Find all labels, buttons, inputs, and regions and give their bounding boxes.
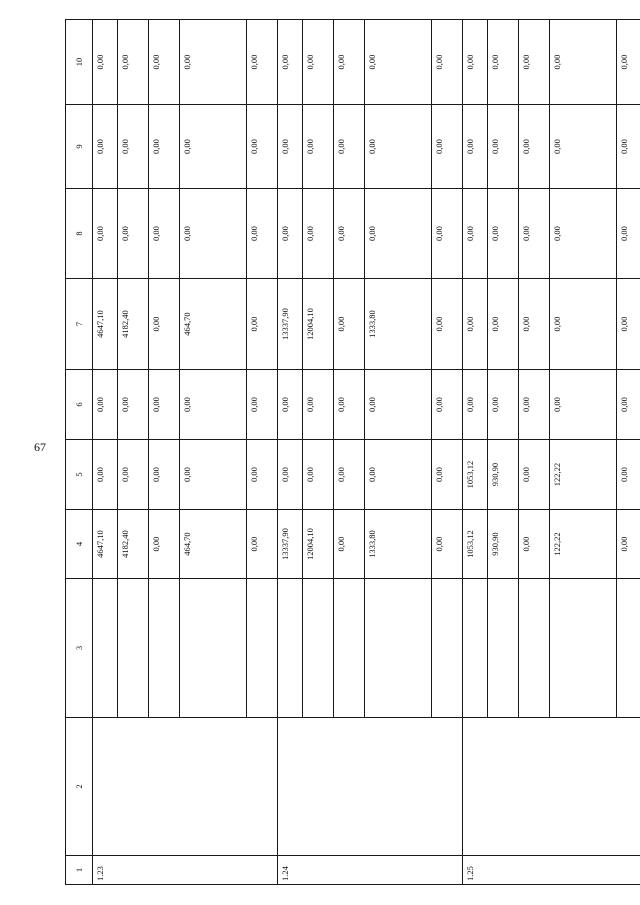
amount-cell-col-10: 0,00 [488, 20, 519, 105]
amount-cell-col-9: 0,00 [432, 105, 463, 189]
amount-cell-col-5: 0,00 [617, 440, 640, 510]
amount-cell-col-10: 0,00 [278, 20, 303, 105]
amount-cell-col-4: 4647,10 [93, 510, 118, 579]
amount-cell-col-8: 0,00 [247, 189, 278, 279]
amount-cell-col-10: 0,00 [432, 20, 463, 105]
amount-cell-col-8: 0,00 [463, 189, 488, 279]
funding-source-cell [118, 579, 149, 718]
amount-cell-col-10: 0,00 [180, 20, 247, 105]
amount-cell-col-7: 0,00 [149, 279, 180, 370]
column-number-row [66, 20, 93, 885]
column-number-5: 5 [66, 440, 93, 510]
funding-source-cell [365, 579, 432, 718]
amount-cell-col-5: 0,00 [247, 440, 278, 510]
funding-source-cell [334, 579, 365, 718]
amount-cell-col-7: 4647,10 [93, 279, 118, 370]
amount-cell-col-8: 0,00 [550, 189, 617, 279]
amount-cell-col-7: 0,00 [617, 279, 640, 370]
column-number-6: 6 [66, 370, 93, 440]
amount-cell-col-6: 0,00 [303, 370, 334, 440]
funding-source-cell [519, 579, 550, 718]
amount-cell-col-10: 0,00 [334, 20, 365, 105]
amount-cell-col-5: 1053,12 [463, 440, 488, 510]
amount-cell-col-9: 0,00 [519, 105, 550, 189]
page-number: 67 [34, 440, 46, 454]
amount-cell-col-6: 0,00 [519, 370, 550, 440]
amount-cell-col-8: 0,00 [303, 189, 334, 279]
amount-cell-col-10: 0,00 [519, 20, 550, 105]
amount-cell-col-9: 0,00 [463, 105, 488, 189]
amount-cell-col-9: 0,00 [617, 105, 640, 189]
amount-cell-col-4: 464,70 [180, 510, 247, 579]
amount-cell-col-9: 0,00 [488, 105, 519, 189]
item-number-cell: 1.25 [463, 856, 640, 885]
amount-cell-col-9: 0,00 [303, 105, 334, 189]
amount-cell-col-6: 0,00 [365, 370, 432, 440]
amount-cell-col-5: 0,00 [278, 440, 303, 510]
amount-cell-col-10: 0,00 [617, 20, 640, 105]
amount-cell-col-8: 0,00 [365, 189, 432, 279]
funding-table [65, 19, 640, 885]
amount-cell-col-9: 0,00 [247, 105, 278, 189]
amount-cell-col-6: 0,00 [550, 370, 617, 440]
amount-cell-col-5: 0,00 [303, 440, 334, 510]
funding-source-cell [432, 579, 463, 718]
amount-cell-col-5: 122,22 [550, 440, 617, 510]
column-number-4: 4 [66, 510, 93, 579]
funding-source-cell [278, 579, 303, 718]
amount-cell-col-8: 0,00 [334, 189, 365, 279]
amount-cell-col-7: 0,00 [432, 279, 463, 370]
amount-cell-col-6: 0,00 [93, 370, 118, 440]
amount-cell-col-9: 0,00 [278, 105, 303, 189]
amount-cell-col-4: 0,00 [247, 510, 278, 579]
amount-cell-col-6: 0,00 [247, 370, 278, 440]
amount-cell-col-5: 0,00 [149, 440, 180, 510]
amount-cell-col-7: 4182,40 [118, 279, 149, 370]
amount-cell-col-9: 0,00 [550, 105, 617, 189]
amount-cell-col-4: 0,00 [432, 510, 463, 579]
project-title-cell [278, 718, 463, 856]
column-number-2: 2 [66, 718, 93, 856]
amount-cell-col-8: 0,00 [488, 189, 519, 279]
table-body [93, 20, 640, 885]
funding-source-cell [93, 579, 118, 718]
amount-cell-col-4: 0,00 [334, 510, 365, 579]
amount-cell-col-5: 0,00 [334, 440, 365, 510]
funding-source-cell [180, 579, 247, 718]
amount-cell-col-5: 0,00 [118, 440, 149, 510]
column-number-3: 3 [66, 579, 93, 718]
amount-cell-col-6: 0,00 [617, 370, 640, 440]
amount-cell-col-8: 0,00 [617, 189, 640, 279]
amount-cell-col-8: 0,00 [519, 189, 550, 279]
amount-cell-col-5: 0,00 [180, 440, 247, 510]
funding-source-cell [463, 579, 488, 718]
table-header [66, 20, 93, 885]
amount-cell-col-8: 0,00 [149, 189, 180, 279]
amount-cell-col-10: 0,00 [463, 20, 488, 105]
funding-source-cell [617, 579, 640, 718]
amount-cell-col-6: 0,00 [118, 370, 149, 440]
amount-cell-col-10: 0,00 [550, 20, 617, 105]
amount-cell-col-7: 464,70 [180, 279, 247, 370]
amount-cell-col-4: 930,90 [488, 510, 519, 579]
column-number-10: 10 [66, 20, 93, 105]
amount-cell-col-7: 13337,90 [278, 279, 303, 370]
amount-cell-col-8: 0,00 [180, 189, 247, 279]
amount-cell-col-6: 0,00 [149, 370, 180, 440]
amount-cell-col-4: 0,00 [519, 510, 550, 579]
amount-cell-col-7: 0,00 [519, 279, 550, 370]
amount-cell-col-10: 0,00 [365, 20, 432, 105]
amount-cell-col-9: 0,00 [365, 105, 432, 189]
amount-cell-col-4: 0,00 [617, 510, 640, 579]
item-number-cell: 1.24 [278, 856, 463, 885]
amount-cell-col-9: 0,00 [334, 105, 365, 189]
amount-cell-col-10: 0,00 [303, 20, 334, 105]
table-row [93, 20, 118, 885]
amount-cell-col-6: 0,00 [432, 370, 463, 440]
amount-cell-col-9: 0,00 [93, 105, 118, 189]
amount-cell-col-6: 0,00 [334, 370, 365, 440]
amount-cell-col-6: 0,00 [488, 370, 519, 440]
amount-cell-col-5: 930,90 [488, 440, 519, 510]
project-title-cell [463, 718, 640, 856]
amount-cell-col-4: 13337,90 [278, 510, 303, 579]
amount-cell-col-10: 0,00 [247, 20, 278, 105]
item-number-cell: 1.23 [93, 856, 278, 885]
amount-cell-col-7: 12004,10 [303, 279, 334, 370]
funding-source-cell [247, 579, 278, 718]
funding-source-cell [488, 579, 519, 718]
amount-cell-col-4: 12004,10 [303, 510, 334, 579]
amount-cell-col-6: 0,00 [278, 370, 303, 440]
column-number-8: 8 [66, 189, 93, 279]
amount-cell-col-7: 0,00 [550, 279, 617, 370]
amount-cell-col-9: 0,00 [149, 105, 180, 189]
amount-cell-col-8: 0,00 [278, 189, 303, 279]
table-row [463, 20, 488, 885]
amount-cell-col-7: 1333,80 [365, 279, 432, 370]
amount-cell-col-10: 0,00 [118, 20, 149, 105]
funding-source-cell [303, 579, 334, 718]
amount-cell-col-8: 0,00 [432, 189, 463, 279]
amount-cell-col-10: 0,00 [93, 20, 118, 105]
amount-cell-col-5: 0,00 [93, 440, 118, 510]
amount-cell-col-6: 0,00 [463, 370, 488, 440]
amount-cell-col-5: 0,00 [365, 440, 432, 510]
rotated-table-wrapper [65, 20, 629, 885]
amount-cell-col-5: 0,00 [432, 440, 463, 510]
amount-cell-col-8: 0,00 [93, 189, 118, 279]
amount-cell-col-5: 0,00 [519, 440, 550, 510]
amount-cell-col-7: 0,00 [463, 279, 488, 370]
amount-cell-col-9: 0,00 [118, 105, 149, 189]
column-number-7: 7 [66, 279, 93, 370]
amount-cell-col-7: 0,00 [488, 279, 519, 370]
amount-cell-col-10: 0,00 [149, 20, 180, 105]
amount-cell-col-4: 1333,80 [365, 510, 432, 579]
amount-cell-col-4: 1053,12 [463, 510, 488, 579]
column-number-1: 1 [66, 856, 93, 885]
amount-cell-col-9: 0,00 [180, 105, 247, 189]
amount-cell-col-7: 0,00 [334, 279, 365, 370]
table-row [278, 20, 303, 885]
project-title-cell [93, 718, 278, 856]
column-number-9: 9 [66, 105, 93, 189]
amount-cell-col-8: 0,00 [118, 189, 149, 279]
amount-cell-col-7: 0,00 [247, 279, 278, 370]
funding-source-cell [550, 579, 617, 718]
amount-cell-col-4: 122,22 [550, 510, 617, 579]
funding-source-cell [149, 579, 180, 718]
amount-cell-col-6: 0,00 [180, 370, 247, 440]
amount-cell-col-4: 4182,40 [118, 510, 149, 579]
amount-cell-col-4: 0,00 [149, 510, 180, 579]
